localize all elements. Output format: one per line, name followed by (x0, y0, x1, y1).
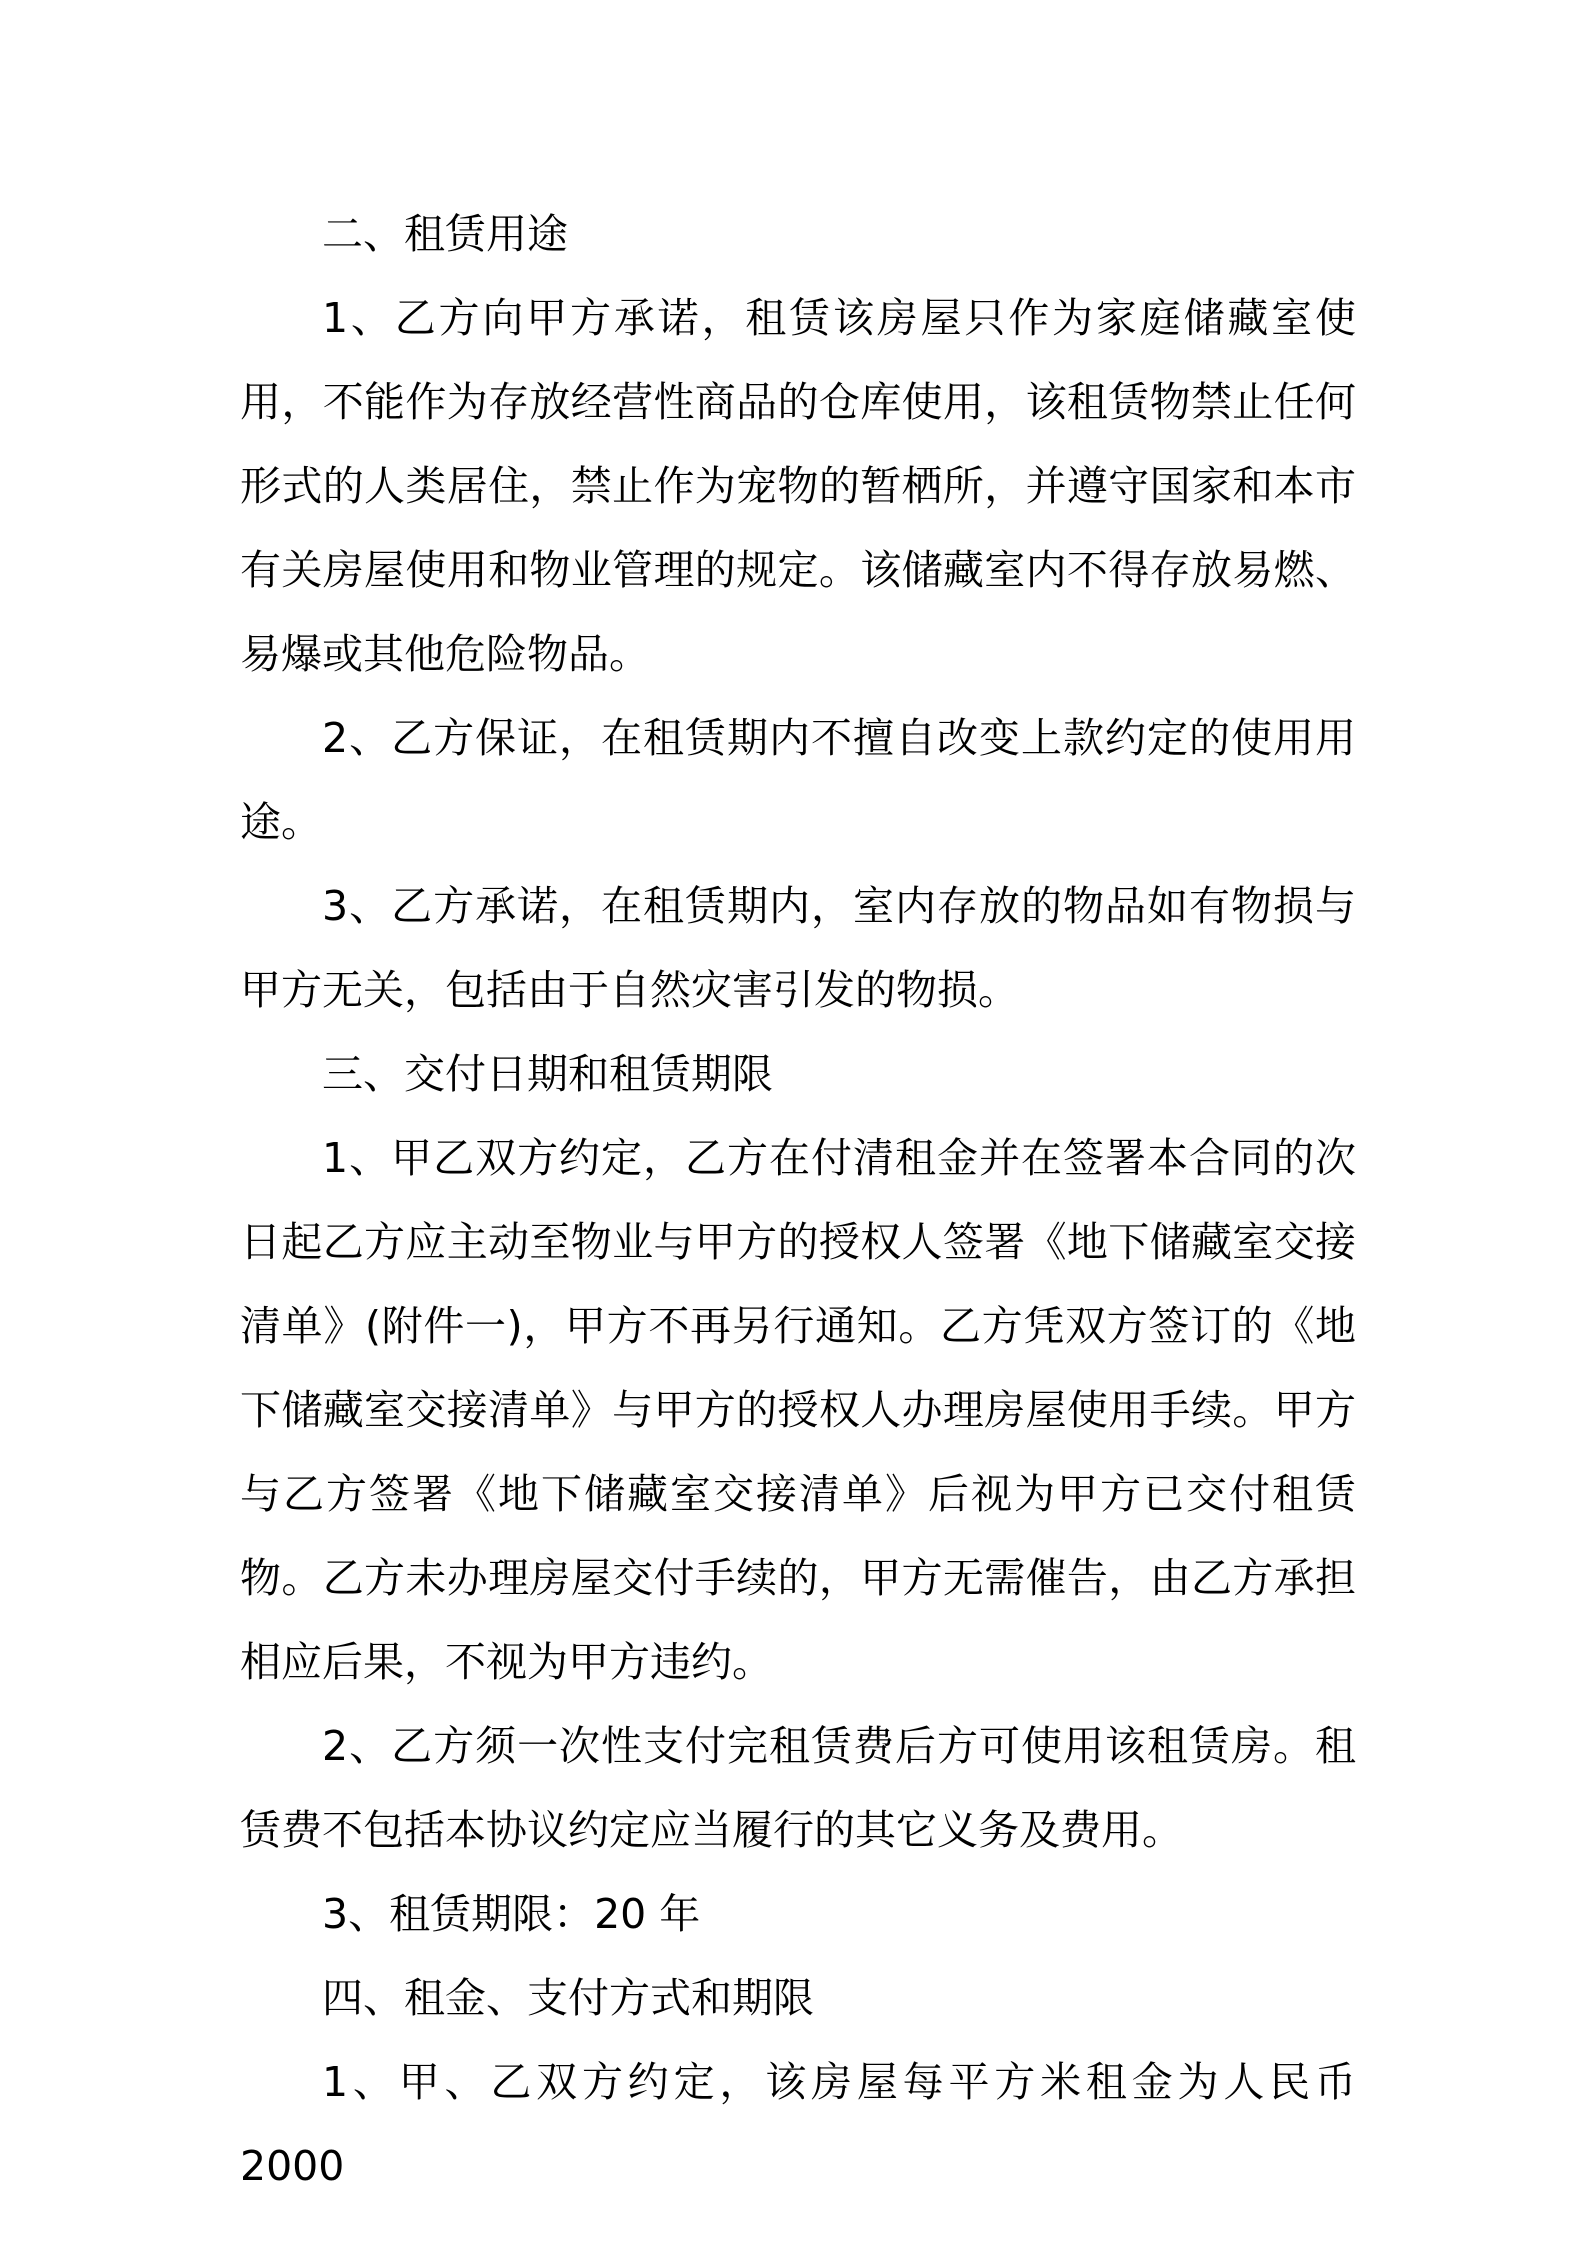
document-body (240, 192, 1356, 2208)
usage-clause-2: 2、乙方保证，在租赁期内不擅自改变上款约定的使用用途。 (240, 714, 1356, 846)
usage-clause-3: 3、乙方承诺，在租赁期内，室内存放的物品如有物损与甲方无关，包括由于自然灾害引发的物损。 (240, 882, 1356, 1014)
delivery-clause-3: 3、租赁期限：20 年 (322, 1890, 701, 1938)
section-heading-usage: 二、租赁用途 (322, 210, 568, 258)
section-heading-delivery: 三、交付日期和租赁期限 (322, 1050, 773, 1098)
usage-clause-1: 1、乙方向甲方承诺，租赁该房屋只作为家庭储藏室使用，不能作为存放经营性商品的仓库使用，该租赁物禁止任何形式的人类居住，禁止作为宠物的暂栖所，并遵守国家和本市有关房屋使用和物业管理的规定。该储藏室内不得存放易燃、易爆或其他危险物品。 (240, 294, 1356, 678)
section-heading-rent: 四、租金、支付方式和期限 (322, 1974, 814, 2022)
delivery-clause-2: 2、乙方须一次性支付完租赁费后方可使用该租赁房。租赁费不包括本协议约定应当履行的其它义务及费用。 (240, 1722, 1356, 1854)
delivery-clause-1: 1、甲乙双方约定，乙方在付清租金并在签署本合同的次日起乙方应主动至物业与甲方的授权人签署《地下储藏室交接清单》(附件一)，甲方不再另行通知。乙方凭双方签订的《地下储藏室交接清单》与甲方的授权人办理房屋使用手续。甲方与乙方签署《地下储藏室交接清单》后视为甲方已交付租赁物。乙方未办理房屋交付手续的，甲方无需催告，由乙方承担相应后果，不视为甲方违约。 (240, 1134, 1356, 1686)
rent-clause-1: 1、甲、乙双方约定，该房屋每平方米租金为人民币 2000 (240, 2058, 1356, 2190)
